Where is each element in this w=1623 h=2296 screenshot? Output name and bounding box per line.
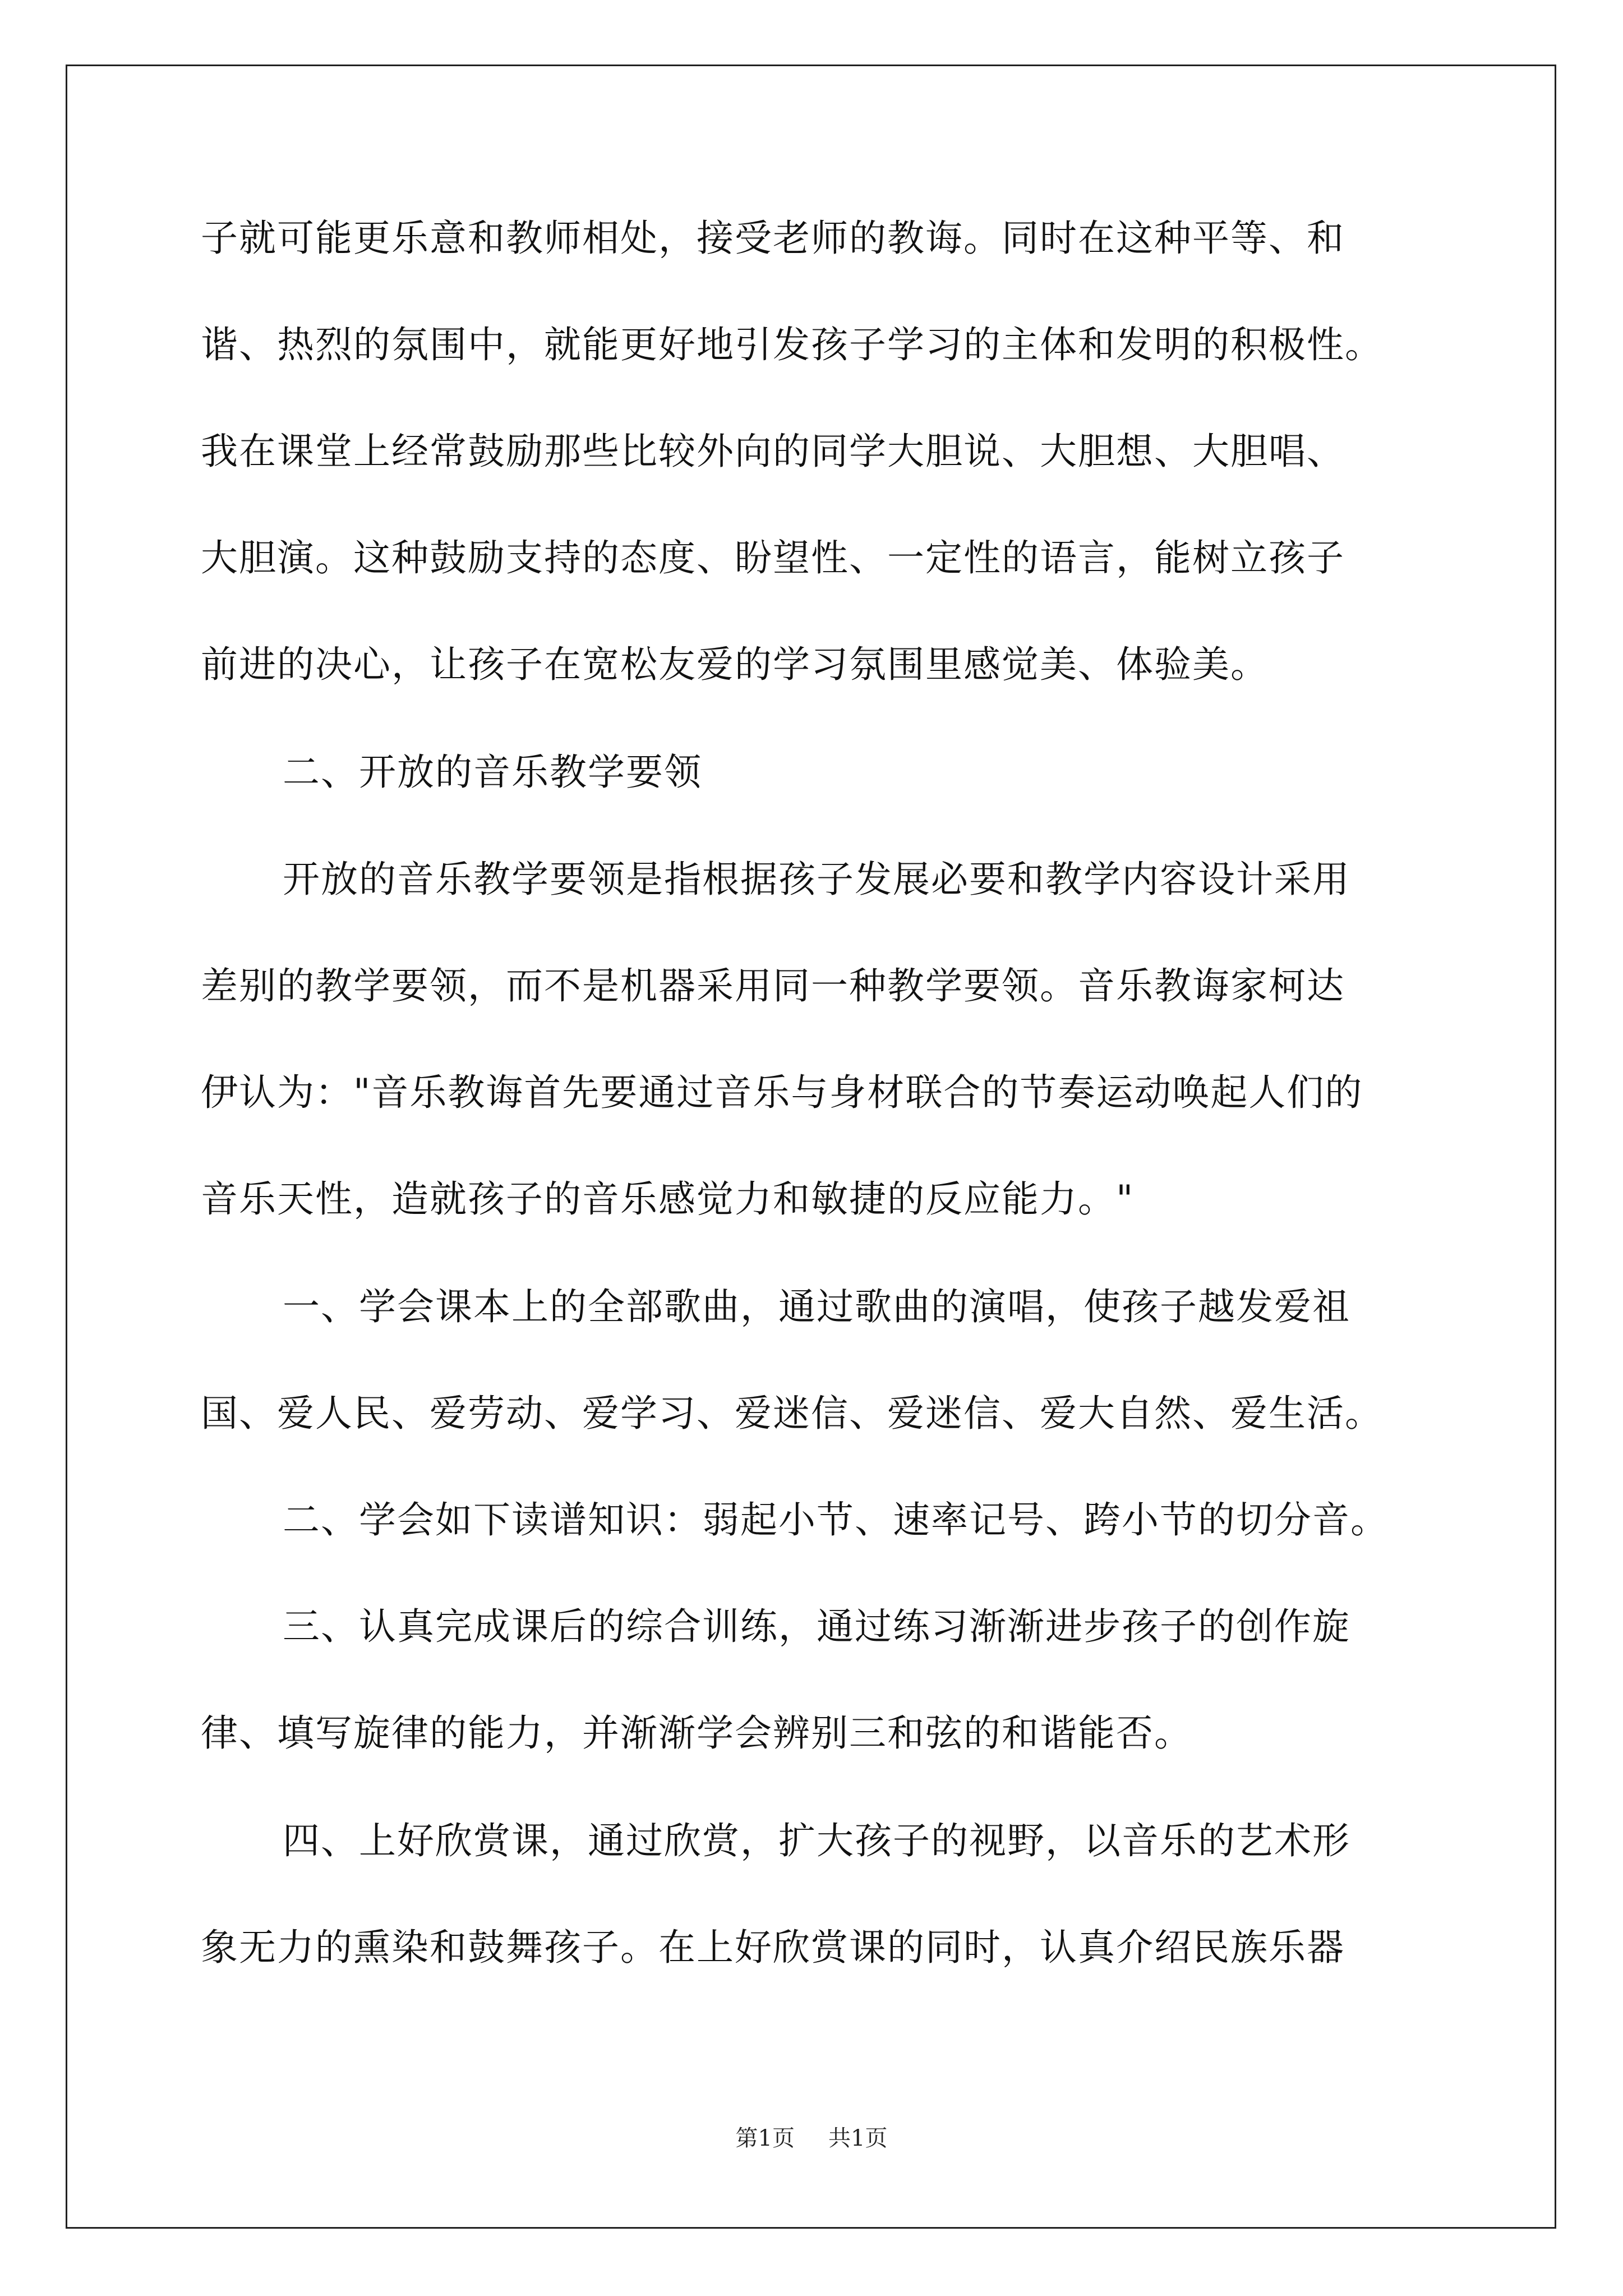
text-line: 子就可能更乐意和教师相处，接受老师的教诲。同时在这种平等、和: [201, 217, 1345, 260]
paragraph-start: 二、学会如下读谱知识：弱起小节、速率记号、跨小节的切分音。: [283, 1498, 1389, 1542]
text-line: 国、爱人民、爱劳动、爱学习、爱迷信、爱迷信、爱大自然、爱生活。: [201, 1392, 1383, 1435]
text-line: 差别的教学要领，而不是机器采用同一种教学要领。音乐教诲家柯达: [201, 964, 1345, 1007]
text-line: 象无力的熏染和鼓舞孩子。在上好欣赏课的同时，认真介绍民族乐器: [201, 1926, 1345, 1969]
page-border: [66, 65, 1556, 2229]
text-line: 大胆演。这种鼓励支持的态度、盼望性、一定性的语言，能树立孩子: [201, 536, 1345, 579]
page-count: 共1页: [828, 2125, 888, 2151]
text-line: 谐、热烈的氛围中，就能更好地引发孩子学习的主体和发明的积极性。: [201, 323, 1383, 366]
page-number: 第1页: [735, 2125, 795, 2151]
paragraph-start: 四、上好欣赏课，通过欣赏，扩大孩子的视野，以音乐的艺术形: [283, 1819, 1350, 1862]
paragraph-start: 一、学会课本上的全部歌曲，通过歌曲的演唱，使孩子越发爱祖: [283, 1285, 1350, 1328]
text-line: 律、填写旋律的能力，并渐渐学会辨别三和弦的和谐能否。: [201, 1711, 1192, 1755]
text-line: 伊认为："音乐教诲首先要通过音乐与身材联合的节奏运动唤起人们的: [201, 1071, 1363, 1114]
paragraph-start: 开放的音乐教学要领是指根据孩子发展必要和教学内容设计采用: [283, 858, 1350, 901]
text-line: 音乐天性，造就孩子的音乐感觉力和敏捷的反应能力。": [201, 1177, 1135, 1221]
section-heading: 二、开放的音乐教学要领: [283, 751, 702, 794]
page-footer: [0, 2120, 1623, 2152]
text-line: 前进的决心，让孩子在宽松友爱的学习氛围里感觉美、体验美。: [201, 643, 1269, 686]
paragraph-start: 三、认真完成课后的综合训练，通过练习渐渐进步孩子的创作旋: [283, 1605, 1350, 1648]
text-line: 我在课堂上经常鼓励那些比较外向的同学大胆说、大胆想、大胆唱、: [201, 430, 1345, 473]
